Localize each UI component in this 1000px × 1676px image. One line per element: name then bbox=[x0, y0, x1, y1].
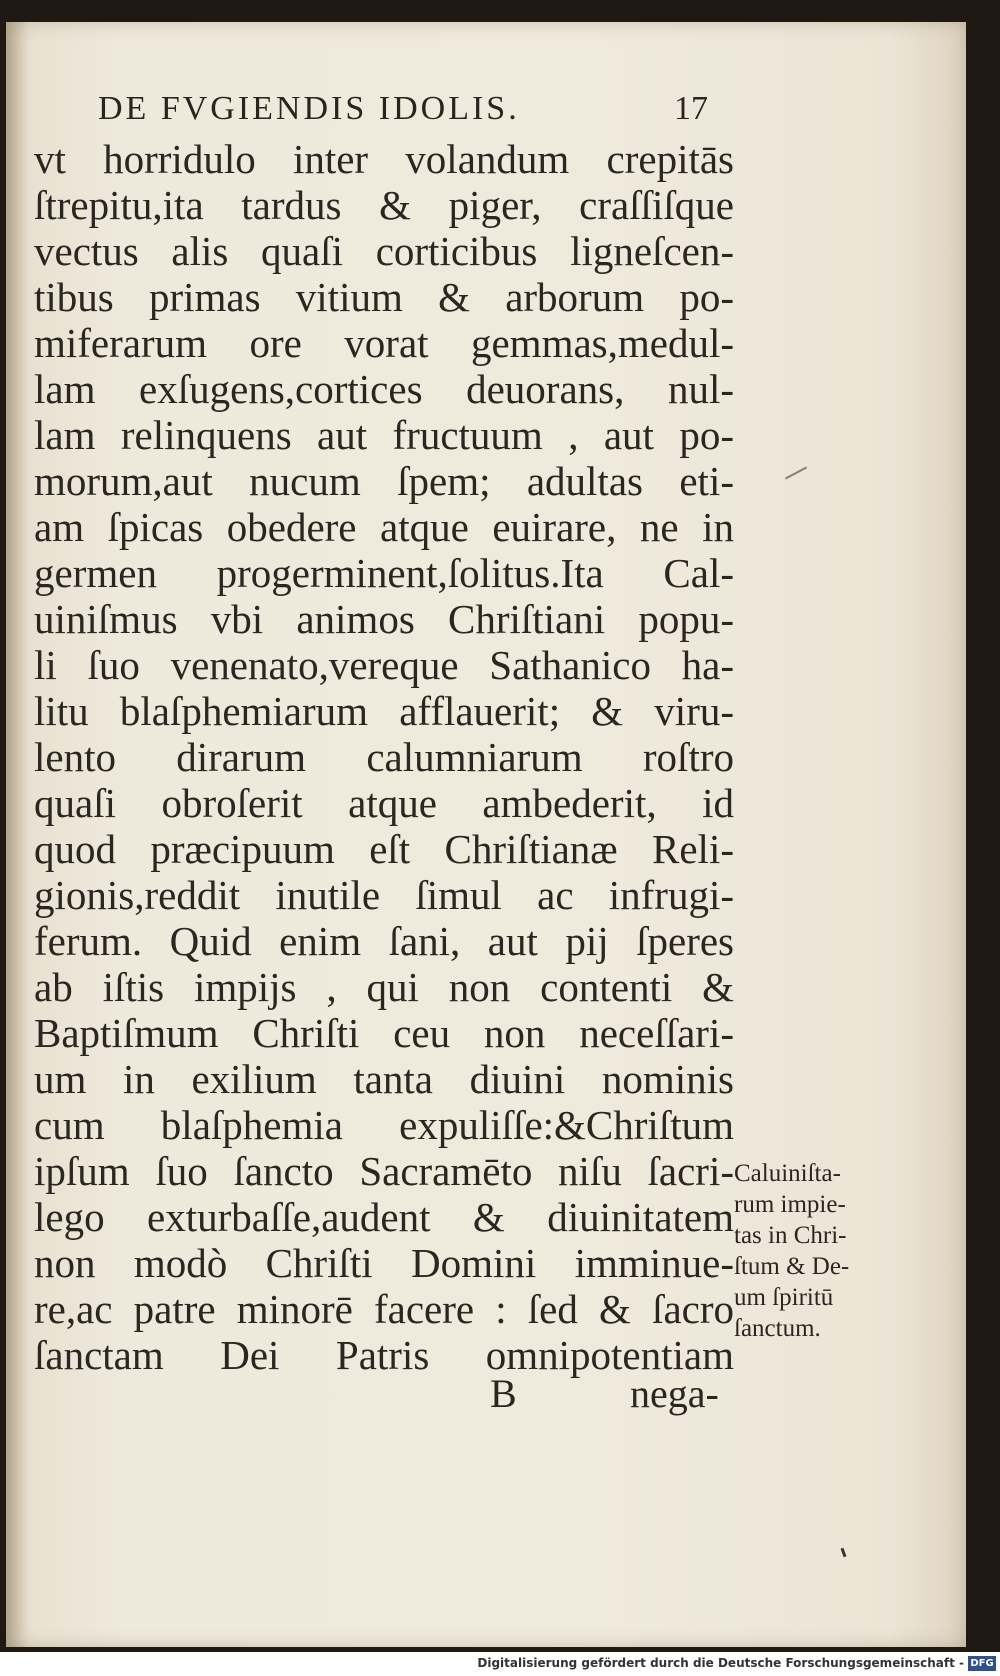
marginal-note-line: rum impie- bbox=[734, 1191, 846, 1218]
text-line: miferarum ore vorat gemmas,medul- bbox=[34, 320, 734, 366]
text-line: um in exilium tanta diuini nominis bbox=[34, 1056, 734, 1102]
marginal-note-line: um ſpiritū bbox=[734, 1284, 834, 1311]
text-line: cum blaſphemia expuliſſe:&Chriſtum bbox=[34, 1102, 734, 1148]
text-line: lento dirarum calumniarum roſtro bbox=[34, 734, 734, 780]
text-line: lego exturbaſſe,audent & diuinitatem bbox=[34, 1194, 734, 1240]
body-text bbox=[34, 136, 734, 1378]
text-line: ab iſtis impijs , qui non contenti & bbox=[34, 964, 734, 1010]
marginal-note-line: ſtum & De- bbox=[734, 1253, 850, 1280]
text-line: ſanctam Dei Patris omnipotentiam bbox=[34, 1332, 734, 1378]
text-line: germen progerminent,ſolitus.Ita Cal- bbox=[34, 550, 734, 596]
running-head-title: DE FVGIENDIS IDOLIS. bbox=[98, 90, 520, 127]
text-line: re,ac patre minorē facere : ſed & ſacro bbox=[34, 1286, 734, 1332]
text-line: Baptiſmum Chriſti ceu non neceſſari- bbox=[34, 1010, 734, 1056]
text-line: ferum. Quid enim ſani, aut pij ſperes bbox=[34, 918, 734, 964]
running-head bbox=[98, 90, 708, 128]
text-line: vt horridulo inter volandum crepitās bbox=[34, 136, 734, 182]
digitization-credit: Digitalisierung gefördert durch die Deutsche Forschungsgemeinschaft - bbox=[477, 1656, 964, 1670]
text-line: lam relinquens aut fructuum , aut po- bbox=[34, 412, 734, 458]
text-line: li ſuo venenato,vereque Sathanico ha- bbox=[34, 642, 734, 688]
text-line: uiniſmus vbi animos Chriſtiani popu- bbox=[34, 596, 734, 642]
page-number: 17 bbox=[674, 90, 708, 127]
text-line: quod præcipuum eſt Chriſtianæ Reli- bbox=[34, 826, 734, 872]
marginal-note bbox=[734, 1158, 894, 1344]
text-line: ſtrepitu,ita tardus & piger, craſſiſque bbox=[34, 182, 734, 228]
dfg-logo: DFG bbox=[968, 1656, 996, 1671]
marginal-note-line: Caluiniſta- bbox=[734, 1160, 841, 1187]
text-line: vectus alis quaſi corticibus ligneſcen- bbox=[34, 228, 734, 274]
marginal-note-line: ſanctum. bbox=[734, 1315, 821, 1342]
page-gutter-shadow bbox=[6, 22, 28, 1647]
signature-mark: B bbox=[490, 1371, 517, 1416]
text-line: litu blaſphemiarum afflauerit; & viru- bbox=[34, 688, 734, 734]
text-line: tibus primas vitium & arborum po- bbox=[34, 274, 734, 320]
text-line: ipſum ſuo ſancto Sacramēto niſu ſacri- bbox=[34, 1148, 734, 1194]
marginal-note-line: tas in Chri- bbox=[734, 1222, 847, 1249]
text-line: lam exſugens,cortices deuorans, nul- bbox=[34, 366, 734, 412]
catchword: nega- bbox=[630, 1371, 719, 1416]
credit-bar bbox=[0, 1652, 1000, 1676]
text-line: morum,aut nucum ſpem; adultas eti- bbox=[34, 458, 734, 504]
text-line: gionis,reddit inutile ſimul ac infrugi- bbox=[34, 872, 734, 918]
text-line: non modò Chriſti Domini imminue- bbox=[34, 1240, 734, 1286]
text-line: quaſi obroſerit atque ambederit, id bbox=[34, 780, 734, 826]
text-line: am ſpicas obedere atque euirare, ne in bbox=[34, 504, 734, 550]
